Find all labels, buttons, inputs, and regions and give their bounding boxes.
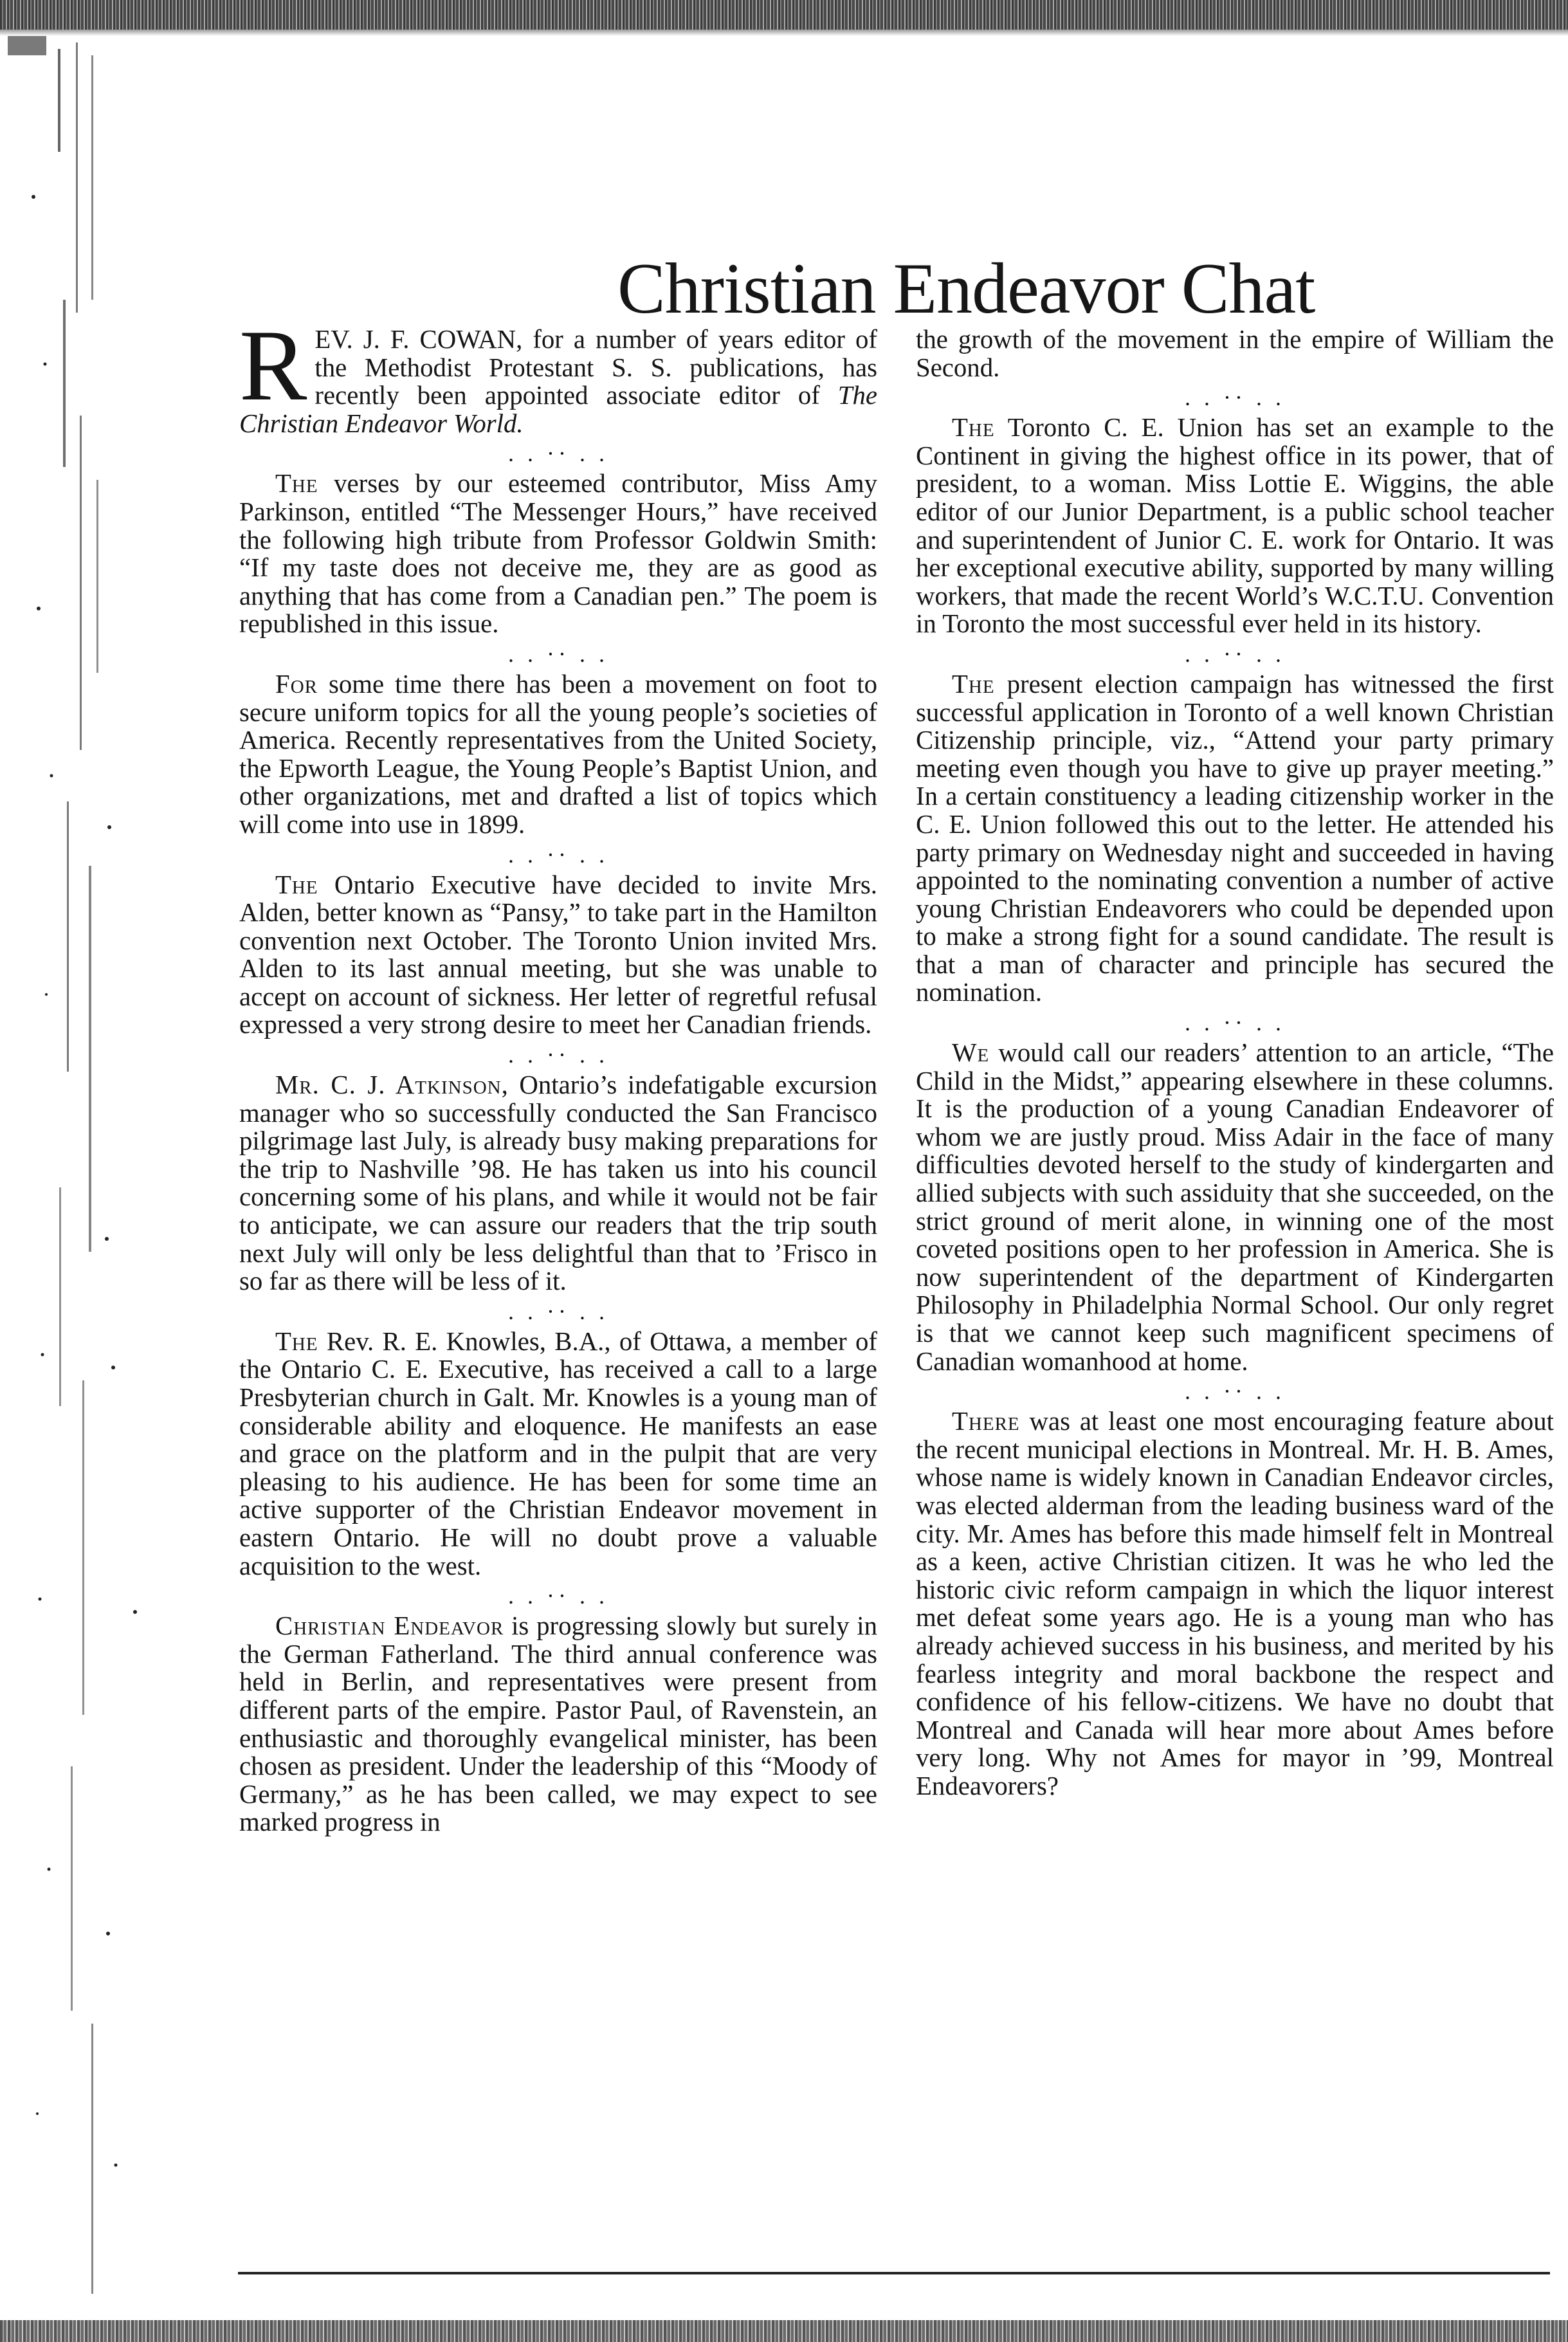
paragraph-lead: The <box>275 870 318 899</box>
paragraph-separator: . . ·· . . <box>1185 1378 1285 1405</box>
paragraph-lead: Christian Endeavor <box>275 1611 504 1641</box>
article-paragraph <box>239 309 877 438</box>
scan-top-edge <box>0 0 1568 30</box>
article-paragraph <box>916 1039 1554 1375</box>
footer-rule <box>238 2272 1550 2274</box>
article-paragraph <box>239 1612 877 1836</box>
page-title: Christian Endeavor Chat <box>617 249 1315 329</box>
paragraph-lead: We <box>952 1038 990 1068</box>
paragraph-lead: The <box>275 1326 318 1356</box>
article-paragraph <box>239 871 877 1039</box>
paragraph-lead: The <box>275 469 318 499</box>
article-paragraph <box>916 414 1554 638</box>
paragraph-text: Rev. R. E. Knowles, B.A., of Ottawa, a member of the Ontario C. E. Executive, has received a call to a large Presbyterian church in Galt. Mr. Knowles is a young man of considerable ability and eloquence. He manifests an ease and grace on the platform and in the pulpit that are very pleasing to his audience. He has been for some time an active supporter of the Christian Endeavor movement in eastern Ontario. He will no doubt prove a valuable acquisition to the west. <box>239 1326 877 1580</box>
article-paragraph <box>916 1407 1554 1800</box>
article-paragraph <box>916 325 1554 381</box>
paragraph-separator: . . ·· . . <box>508 1042 608 1068</box>
scan-bottom-edge <box>0 2320 1568 2342</box>
paragraph-separator: . . ·· . . <box>508 841 608 868</box>
article-paragraph <box>239 470 877 638</box>
paragraph-separator: . . ·· . . <box>1185 385 1285 411</box>
paragraph-text: was at least one most encouraging feature about the recent municipal elections in Montreal. Mr. H. B. Ames, whose name is widely known in Canadian Endeavor circles, was elected alderman from the leading business ward of the city. Mr. Ames has before this made himself felt in Montreal as a keen, active Christian citizen. It was he who led the historic civic reform campaign in which the liquor interest met defeat some years ago. He is a young man who has already achieved success in his business, and merited by his fearless integrity and moral backbone the respect and confidence of his fellow-citizens. We have no doubt that Montreal and Canada will hear more about Ames before very long. Why not Ames for mayor in ’99, Montreal Endeavorers? <box>916 1407 1554 1800</box>
paragraph-lead: There <box>952 1407 1020 1436</box>
paragraph-text: would call our readers’ attention to an article, “The Child in the Midst,” appearing elsewhere in these columns. It is the production of a young Canadian Endeavorer of whom we are justly proud. Miss Adair in the face of many difficulties devoted herself to the study of kindergarten and allied subjects with such assiduity that she succeeded, on the strict ground of merit alone, in winning one of the most coveted positions open to her profession in America. She is now superintendent of the department of Kindergarten Philosophy in Philadelphia Normal School. Our only regret is that we cannot keep such magnificent specimens of Canadian womanhood at home. <box>916 1038 1554 1376</box>
paragraph-text: EV. J. F. COWAN, for a number of years editor of the Methodist Protestant S. S. publications, has recently been appointed associate editor of <box>315 325 877 410</box>
paragraph-text: Toronto C. E. Union has set an example to the Continent in giving the highest office in its power, that of president, to a woman. Miss Lottie E. Wiggins, the able editor of our Junior Department, is a public school teacher and superintendent of Junior C. E. work for Ontario. It was her exceptional executive ability, supported by many willing workers, that made the recent World’s W.C.T.U. Convention in Toronto the most successful ever held in its history. <box>916 413 1554 639</box>
paragraph-separator: . . ·· . . <box>1185 1010 1285 1036</box>
paragraph-separator: . . ·· . . <box>1185 641 1285 667</box>
right-column <box>916 325 1554 1800</box>
paragraph-text: verses by our esteemed contributor, Miss Amy Parkinson, entitled “The Messenger Hours,” have received the following high tribute from Professor Goldwin Smith: “If my taste does not deceive me, they are as good as anything that has come from a Canadian pen.” The poem is republished in this issue. <box>239 469 877 639</box>
paragraph-separator: . . ·· . . <box>508 441 608 467</box>
paragraph-text: Ontario’s indefatigable excursion manager who so successfully conducted the San Francisco pilgrimage last July, is already busy making preparations for the trip to Nashville ’98. He has taken us into his council concerning some of his plans, and while it would not be fair to anticipate, we can assure our readers that the trip south next July will only be less delightful than that to ’Frisco in so far as there will be less of it. <box>239 1070 877 1296</box>
paragraph-text: is progressing slowly but surely in the German Fatherland. The third annual conference was held in Berlin, and representatives were present from different parts of the empire. Pastor Paul, of Ravenstein, an enthusiastic and thoroughly evangelical minister, has been chosen as president. Under the leadership of this “Moody of Germany,” as he has been called, we may expect to see marked progress in <box>239 1611 877 1837</box>
paragraph-lead: Mr. C. J. Atkinson, <box>275 1070 509 1100</box>
paragraph-separator: . . ·· . . <box>508 1583 608 1609</box>
paragraph-text: present election campaign has witnessed the first successful application in Toronto of a well known Christian Citizenship principle, viz., “Attend your party primary meeting even though you have to give up prayer meeting.” In a certain constituency a leading citizenship worker in the C. E. Union followed this out to the letter. He attended his party primary on Wednesday night and succeeded in having appointed to the nominating convention a number of active young Christian Endeavorers who could be depended upon to make a strong fight for a sound candidate. The result is that a man of character and principle has secured the nomination. <box>916 669 1554 1007</box>
publication-title: The Christian Endeavor World. <box>239 381 877 438</box>
left-column <box>239 309 877 1837</box>
article-paragraph <box>239 1071 877 1295</box>
paragraph-lead: For <box>275 669 318 699</box>
article-paragraph <box>239 670 877 839</box>
article-paragraph <box>916 670 1554 1007</box>
paragraph-lead: The <box>952 669 995 699</box>
paragraph-text: the growth of the movement in the empire of William the Second. <box>916 325 1554 382</box>
paragraph-text: Ontario Executive have decided to invite Mrs. Alden, better known as “Pansy,” to take part in the Hamilton convention next October. The Toronto Union invited Mrs. Alden to its last annual meeting, but she was unable to accept on account of sickness. Her letter of regretful refusal expressed a very strong desire to meet her Canadian friends. <box>239 870 877 1039</box>
paragraph-text: some time there has been a movement on foot to secure uniform topics for all the young people’s societies of America. Recently representatives from the United Society, the Epworth League, the Young People’s Baptist Union, and other organizations, met and drafted a list of topics which will come into use in 1899. <box>239 669 877 839</box>
article-paragraph <box>239 1328 877 1580</box>
binding-gutter-specks <box>0 30 148 2319</box>
drop-cap: R <box>239 309 307 422</box>
paragraph-separator: . . ·· . . <box>508 1298 608 1324</box>
paragraph-lead: The <box>952 413 995 443</box>
paragraph-separator: . . ·· . . <box>508 641 608 667</box>
